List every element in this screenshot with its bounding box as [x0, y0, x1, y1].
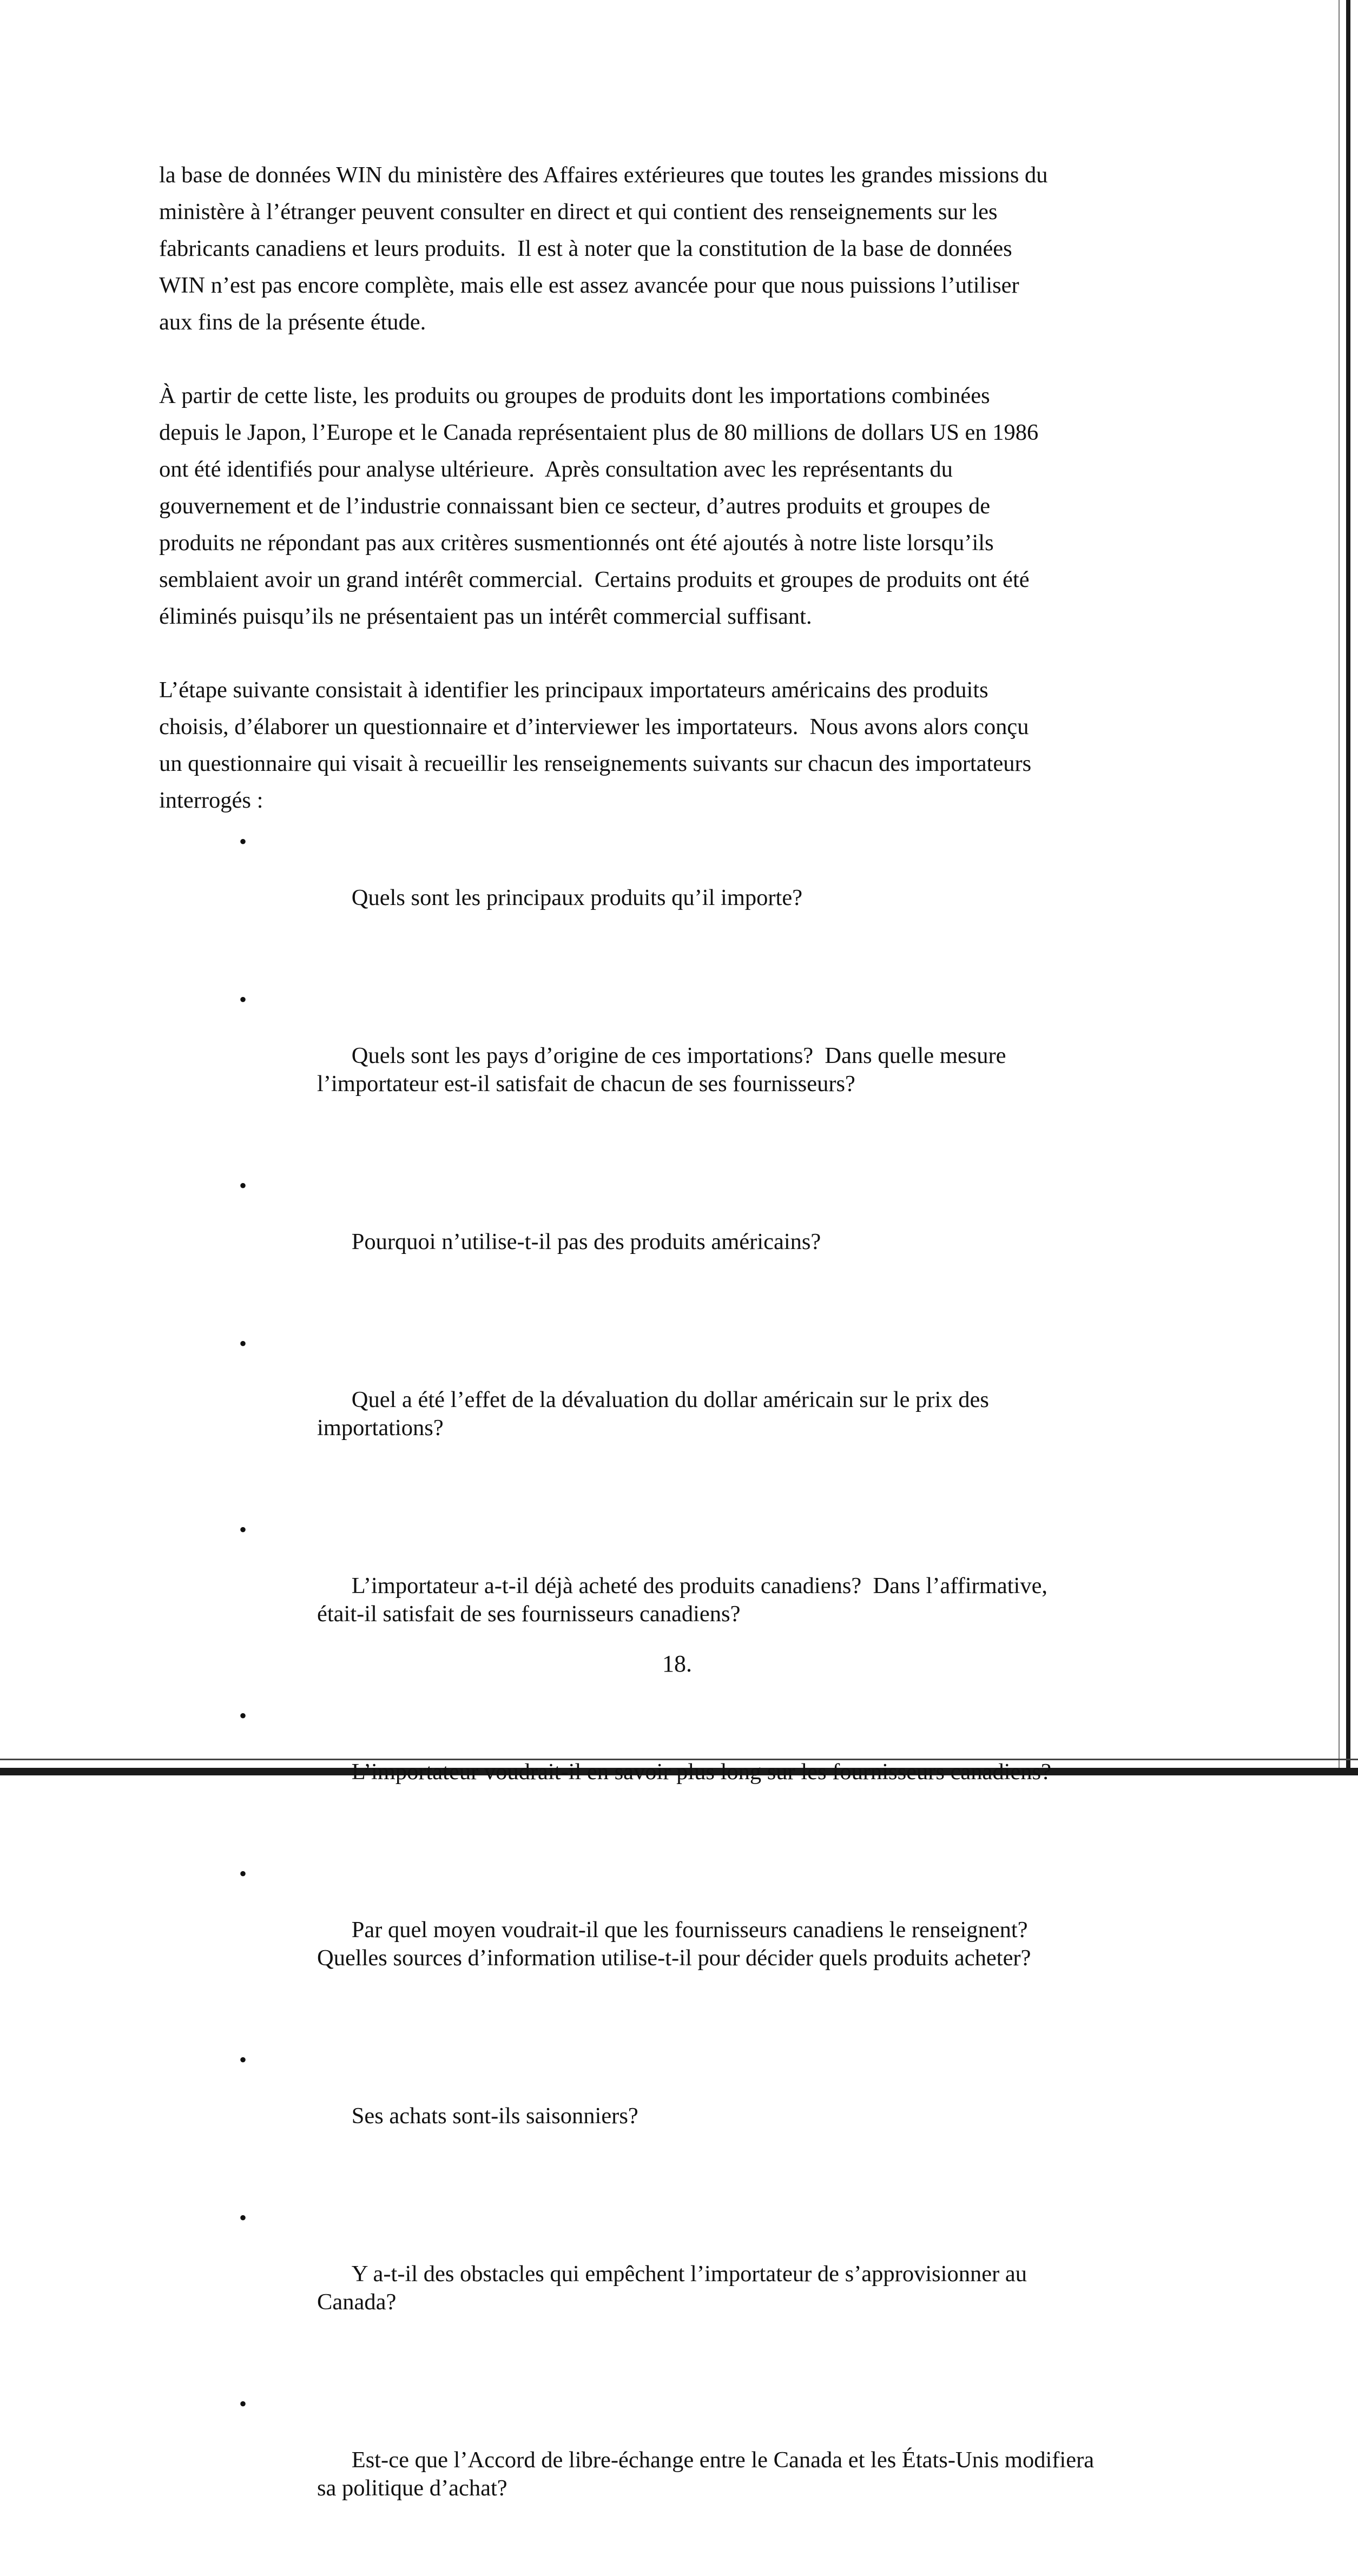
bullet-icon: • [239, 1517, 247, 1542]
list-item-text: Y a-t-il des obstacles qui empêchent l’importateur de s’approvisionner au Canada? [317, 2261, 1027, 2315]
list-item [159, 1860, 1241, 2000]
bullet-icon: • [239, 1331, 247, 1356]
list-item [159, 1172, 1241, 1284]
page-number: 18. [662, 1650, 692, 1677]
bullet-icon: • [239, 987, 247, 1012]
scan-edge-right [1346, 0, 1350, 1775]
list-item-text: Est-ce que l’Accord de libre-échange entre le Canada et les États-Unis modifiera sa politique d’achat? [317, 2447, 1095, 2501]
paragraph-product-selection: À partir de cette liste, les produits ou groupes de produits dont les importations combinées depuis le Japon, l’Europe et le Canada représentaient plus de 80 millions de dollars US en 1986 ont été identifiés pour analyse ultérieure. Après consultation avec les représentants du gouvernement et de l’industrie connaissant bien ce secteur, d’autres produits et groupes de produits ne répondant pas aux critères susmentionnés ont été ajoutés à notre liste lorsqu’ils semblaient avoir un grand intérêt commercial. Certains produits et groupes de produits ont été éliminés puisqu’ils ne présentaient pas un intérêt commercial suffisant. [159, 383, 1039, 629]
list-item [159, 986, 1241, 1126]
paragraph-win-database: la base de données WIN du ministère des Affaires extérieures que toutes les grandes missions du ministère à l’étranger peuvent consulter en direct et qui contient des renseignements sur les fabricants canadiens et leurs produits. Il est à noter que la constitution de la base de données WIN n’est pas encore complète, mais elle est assez avancée pour que nous puissions l’utiliser aux fins de la présente étude. [159, 162, 1048, 335]
list-item [159, 1702, 1241, 1814]
list-item-text: Quels sont les principaux produits qu’il importe? [351, 885, 803, 910]
list-item [159, 2390, 1241, 2531]
questionnaire-bullet-list [159, 828, 1241, 2576]
list-item-text: L’importateur voudrait-il en savoir plus long sur les fournisseurs canadiens? [351, 1759, 1051, 1785]
list-item-text: Ses achats sont-ils saisonniers? [351, 2103, 638, 2129]
scan-edge-right-line [1339, 0, 1340, 1775]
bullet-icon: • [239, 2392, 247, 2416]
bullet-icon: • [239, 1861, 247, 1886]
list-item-text: Quel a été l’effet de la dévaluation du dollar américain sur le prix des importations? [317, 1387, 989, 1441]
bullet-icon: • [239, 2047, 247, 2072]
paragraph-questionnaire: L’étape suivante consistait à identifier les principaux importateurs américains des produits choisis, d’élaborer un questionnaire et d’interviewer les importateurs. Nous avons alors conçu un questionnaire qui visait à recueillir les renseignements suivants sur chacun des importateurs interrogés : [159, 677, 1032, 813]
bullet-icon: • [239, 1703, 247, 1728]
list-item [159, 1330, 1241, 1470]
list-item [159, 2046, 1241, 2158]
list-item-text: Quels sont les pays d’origine de ces importations? Dans quelle mesure l’importateur est-il satisfait de chacun de ses fournisseurs? [317, 1043, 1006, 1097]
list-item-text: Par quel moyen voudrait-il que les fournisseurs canadiens le renseignent? Quelles sources d’information utilise-t-il pour décider quels produits acheter? [317, 1917, 1031, 1971]
list-item [159, 2204, 1241, 2344]
bullet-icon: • [239, 829, 247, 854]
list-item-text: Pourquoi n’utilise-t-il pas des produits américains? [351, 1229, 821, 1254]
bullet-icon: • [239, 1173, 247, 1198]
list-item-text: L’importateur a-t-il déjà acheté des produits canadiens? Dans l’affirmative, était-il satisfait de ses fournisseurs canadiens? [317, 1573, 1048, 1627]
list-item [159, 828, 1241, 940]
list-item [159, 1516, 1241, 1656]
body-text [159, 157, 1236, 856]
bullet-icon: • [239, 2205, 247, 2230]
